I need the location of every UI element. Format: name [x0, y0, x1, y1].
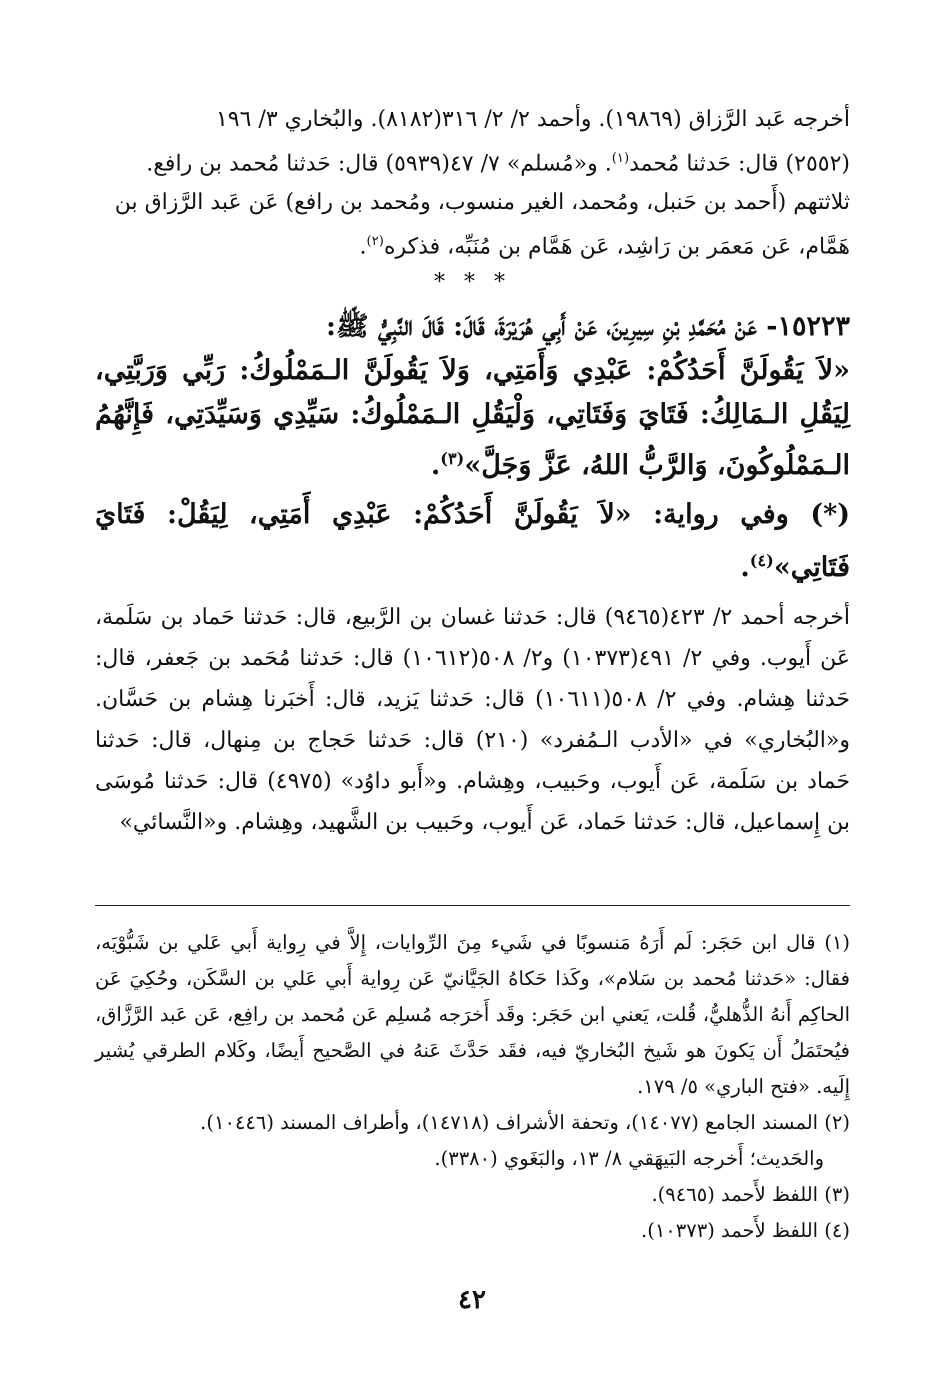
footnote-marker: (٤)	[824, 1219, 850, 1242]
footnote-4	[95, 1213, 850, 1249]
hadith-matn	[95, 349, 850, 488]
intro-text: (٢٥٥٢) قال: حَدثنا مُحمد	[629, 151, 850, 177]
page-number: ٤٢	[458, 1285, 486, 1315]
footnote-ref-4[interactable]: (٤)	[749, 550, 774, 570]
intro-text: .	[359, 234, 367, 260]
matn-end: .	[430, 449, 441, 481]
footnote-1	[95, 925, 850, 1105]
takhrij-paragraph: أخرجه أحمد ٢/ ٤٢٣(٩٤٦٥) قال: حَدثنا غسان بن الرَّبيع، قال: حَدثنا حَماد بن سَلَمة، عَن أَيوب. وفي ٢/ ٤٩١(١٠٣٧٣) و٢/ ٥٠٨(١٠٦١٢) قال: حَدثنا مُحَمد بن جَعفر، قال: حَدثنا هِشام. وفي ٢/ ٥٠٨(١٠٦١١) قال: حَدثنا يَزيد، قال: أَخبَرنا هِشام بن حَسَّان. و«البُخاري» في «الأدب الـمُفرد» (٢١٠) قال: حَدثنا حَجاج بن مِنهال، قال: حَدثنا حَماد بن سَلَمة، عَن أَيوب، وحَبيب، وهِشام. و«أَبو داوُد» (٤٩٧٥) قال: حَدثنا مُوسَى بن إِسماعيل، قال: حَدثنا حَماد، عَن أَيوب، وحَبيب بن الشَّهيد، وهِشام. و«النَّسائي»	[95, 604, 851, 835]
intro-line	[95, 222, 850, 266]
intro-line	[95, 139, 850, 183]
footnote-marker: (٢)	[824, 1111, 850, 1134]
footnote-2	[95, 1105, 850, 1177]
isnad-text: - عَنْ مُحَمَّدِ بْنِ سِيرِينَ، عَنْ أَبِي هُرَيْرَةَ، قَالَ: قَالَ النَّبِيُّ ﷺ:	[326, 310, 778, 342]
footnote-divider	[95, 905, 850, 906]
footnote-continuation: والحَديث؛ أَخرجه البَيهَقي ٨/ ١٣، والبَغَوي (٣٣٨٠).	[434, 1147, 824, 1170]
main-text	[95, 100, 850, 843]
section-separator: * * *	[434, 269, 511, 295]
footnote-ref-1[interactable]: (١)	[611, 151, 630, 166]
hadith-isnad	[95, 305, 850, 349]
footnote-text: قال ابن حَجَر: لَم أَرَهُ مَنسوبًا في شَيء مِنَ الرِّوايات، إِلاَّ في رِواية أَبي عَلي بن شَبُّوْيَه، فقال: «حَدثنا مُحمد بن سَلام»، وكَذا حَكاهُ الجَيَّانيّ عَن رِواية أَبي عَلي بن السَّكَن، وحُكِيَ عَن الحاكِم أَنهُ الذُّهليُّ، قُلت، يَعني ابن حَجَر: وقَد أَخرَجه مُسلِم عَن مُحمد بن رافِع، عَن عَبد الرَّزَّاق، فيُحتَمَلُ أَن يَكونَ هو شَيخ البُخاريّ فيه، فقَد حَدَّثَ عَنهُ في الصَّحيح أَيضًا، وكَلام الطرقي يُشير إِلَيه. «فتح الباري» ٥/ ١٧٩.	[95, 931, 850, 1098]
intro-takhrij	[95, 100, 850, 267]
intro-text: هَمَّام، عَن مَعمَر بن رَاشِد، عَن هَمَّام بن مُنَبِّه، فذكره	[383, 234, 850, 260]
riwaya-end: .	[740, 551, 750, 583]
footnote-text: اللفظ لأَحمد (٩٤٦٥).	[651, 1183, 819, 1206]
riwaya-text: (*) وفي رواية: «لاَ يَقُولَنَّ أَحَدُكُمْ: عَبْدِي أَمَتِي، لِيَقُلْ: فَتَايَ فَتَاتِي»	[95, 498, 850, 583]
hadith-block	[95, 305, 850, 488]
footnote-marker: (١)	[824, 931, 851, 954]
footnote-3	[95, 1177, 850, 1213]
hadith-number: ١٥٢٢٣	[777, 310, 850, 342]
alternate-narration	[95, 492, 850, 591]
footnote-marker: (٣)	[824, 1183, 850, 1206]
footnote-text: المسند الجامع (١٤٠٧٧)، وتحفة الأشراف (١٤٧١٨)، وأطراف المسند (١٠٤٤٦).	[200, 1111, 819, 1134]
footnote-text: اللفظ لأَحمد (١٠٣٧٣).	[641, 1219, 819, 1242]
intro-text: . و«مُسلم» ٧/ ٤٧(٥٩٣٩) قال: حَدثنا مُحمد بن رافع.	[146, 151, 612, 177]
footnote-ref-3[interactable]: (٣)	[440, 448, 465, 468]
footnote-ref-2[interactable]: (٢)	[366, 234, 384, 250]
footnotes	[95, 925, 850, 1249]
intro-line: أخرجه عَبد الرَّزاق (١٩٨٦٩). وأحمد ٢/ ٢/ ٣١٦(٨١٨٢). والبُخاري ٣/ ١٩٦	[215, 107, 850, 132]
matn-text: «لاَ يَقُولَنَّ أَحَدُكُمْ: عَبْدِي وَأَمَتِي، وَلاَ يَقُولَنَّ الـمَمْلُوكُ: رَبِّي وَرَبَّتِي، لِيَقُلِ الـمَالِكُ: فَتَايَ وَفَتَاتِي، وَلْيَقُلِ الـمَمْلُوكُ: سَيِّدِي وَسَيِّدَتِي، فَإِنَّهُمُ الـمَمْلُوكُونَ، وَالرَّبُّ اللهُ، عَزَّ وَجَلَّ»	[95, 354, 850, 481]
intro-line: ثلاثتهم (أَحمد بن حَنبل، ومُحمد، الغير منسوب، ومُحمد بن رافع) عَن عَبد الرَّزاق بن	[114, 190, 850, 216]
